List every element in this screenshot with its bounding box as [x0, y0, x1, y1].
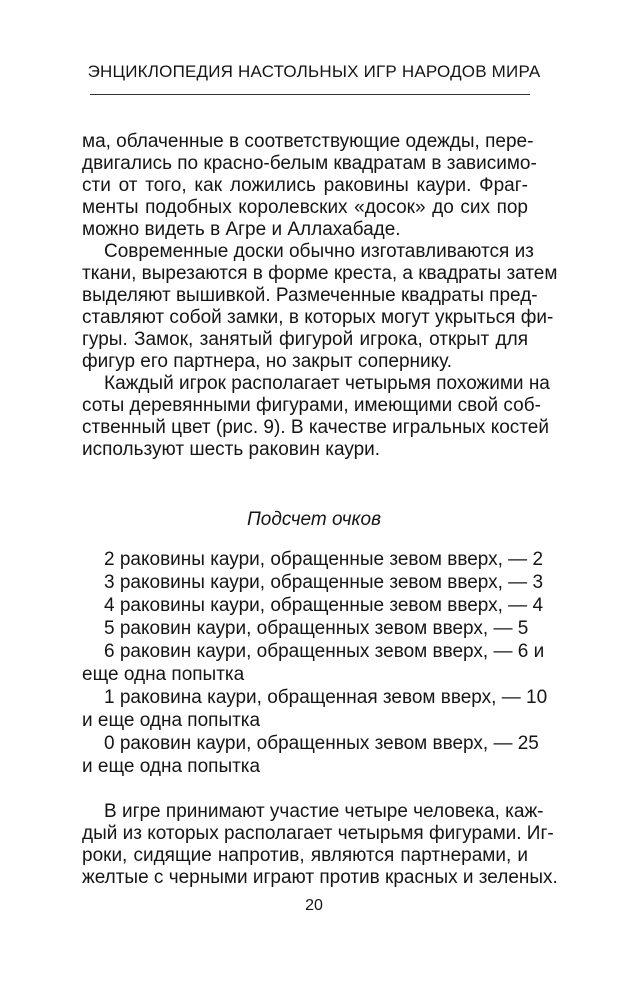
paragraph-line: используют шесть раковин каури.	[82, 439, 381, 460]
scoring-line: 1 раковина каури, обращенная зевом вверх, — 10	[104, 687, 548, 708]
paragraph-line: выделяют вышивкой. Размеченные квадраты пред-	[82, 285, 538, 306]
paragraph-line: сти от того, как ложились раковины каури. Фраг-	[82, 175, 528, 196]
scoring-line: 0 раковин каури, обращенных зевом вверх, — 25	[104, 733, 539, 754]
paragraph-line: гуры. Замок, занятый фигурой игрока, открыт для	[82, 329, 528, 350]
paragraph-line: можно видеть в Агре и Аллахабаде.	[82, 219, 401, 240]
paragraph-line: В игре принимают участие четыре человека, каж-	[104, 801, 544, 822]
paragraph-line: Каждый игрок располагает четырьмя похожими на	[104, 373, 550, 394]
scoring-line: 4 раковины каури, обращенные зевом вверх, — 4	[104, 595, 544, 616]
paragraph-line: двигались по красно-белым квадратам в зависимо-	[82, 153, 537, 174]
scoring-line: и еще одна попытка	[82, 756, 261, 777]
page-number: 20	[305, 897, 323, 914]
paragraph-line: менты подобных королевских «досок» до сих пор	[82, 197, 528, 218]
section-heading: Подсчет очков	[246, 509, 381, 530]
paragraph-line: дый из которых располагает четырьмя фигурами. Иг-	[82, 823, 554, 844]
paragraph-line: ставляют собой замки, в которых могут укрыться фи-	[82, 307, 554, 328]
scoring-line: еще одна попытка	[82, 664, 245, 685]
scoring-line: и еще одна попытка	[82, 710, 261, 731]
scoring-line: 6 раковин каури, обращенных зевом вверх, — 6 и	[104, 641, 545, 662]
paragraph-line: Современные доски обычно изготавливаются из	[104, 241, 534, 262]
paragraph-line: роки, сидящие напротив, являются партнерами, и	[82, 845, 528, 866]
paragraph-line: ма, облаченные в соответствующие одежды, пере-	[82, 131, 534, 152]
paragraph-line: ткани, вырезаются в форме креста, а квадраты затем	[82, 263, 558, 284]
paragraph-line: соты деревянными фигурами, имеющими свой соб-	[82, 395, 541, 416]
paragraph-line: ственный цвет (рис. 9). В качестве игральных костей	[82, 417, 549, 438]
header-rule	[90, 94, 530, 95]
scoring-line: 5 раковин каури, обращенных зевом вверх, — 5	[104, 618, 529, 639]
running-header: ЭНЦИКЛОПЕДИЯ НАСТОЛЬНЫХ ИГР НАРОДОВ МИРА	[87, 62, 541, 81]
scoring-line: 2 раковины каури, обращенные зевом вверх, — 2	[104, 549, 544, 570]
scoring-line: 3 раковины каури, обращенные зевом вверх, — 3	[104, 572, 544, 593]
paragraph-line: желтые с черными играют против красных и зеленых.	[82, 867, 558, 888]
paragraph-line: фигур его партнера, но закрыт сопернику.	[82, 351, 453, 372]
